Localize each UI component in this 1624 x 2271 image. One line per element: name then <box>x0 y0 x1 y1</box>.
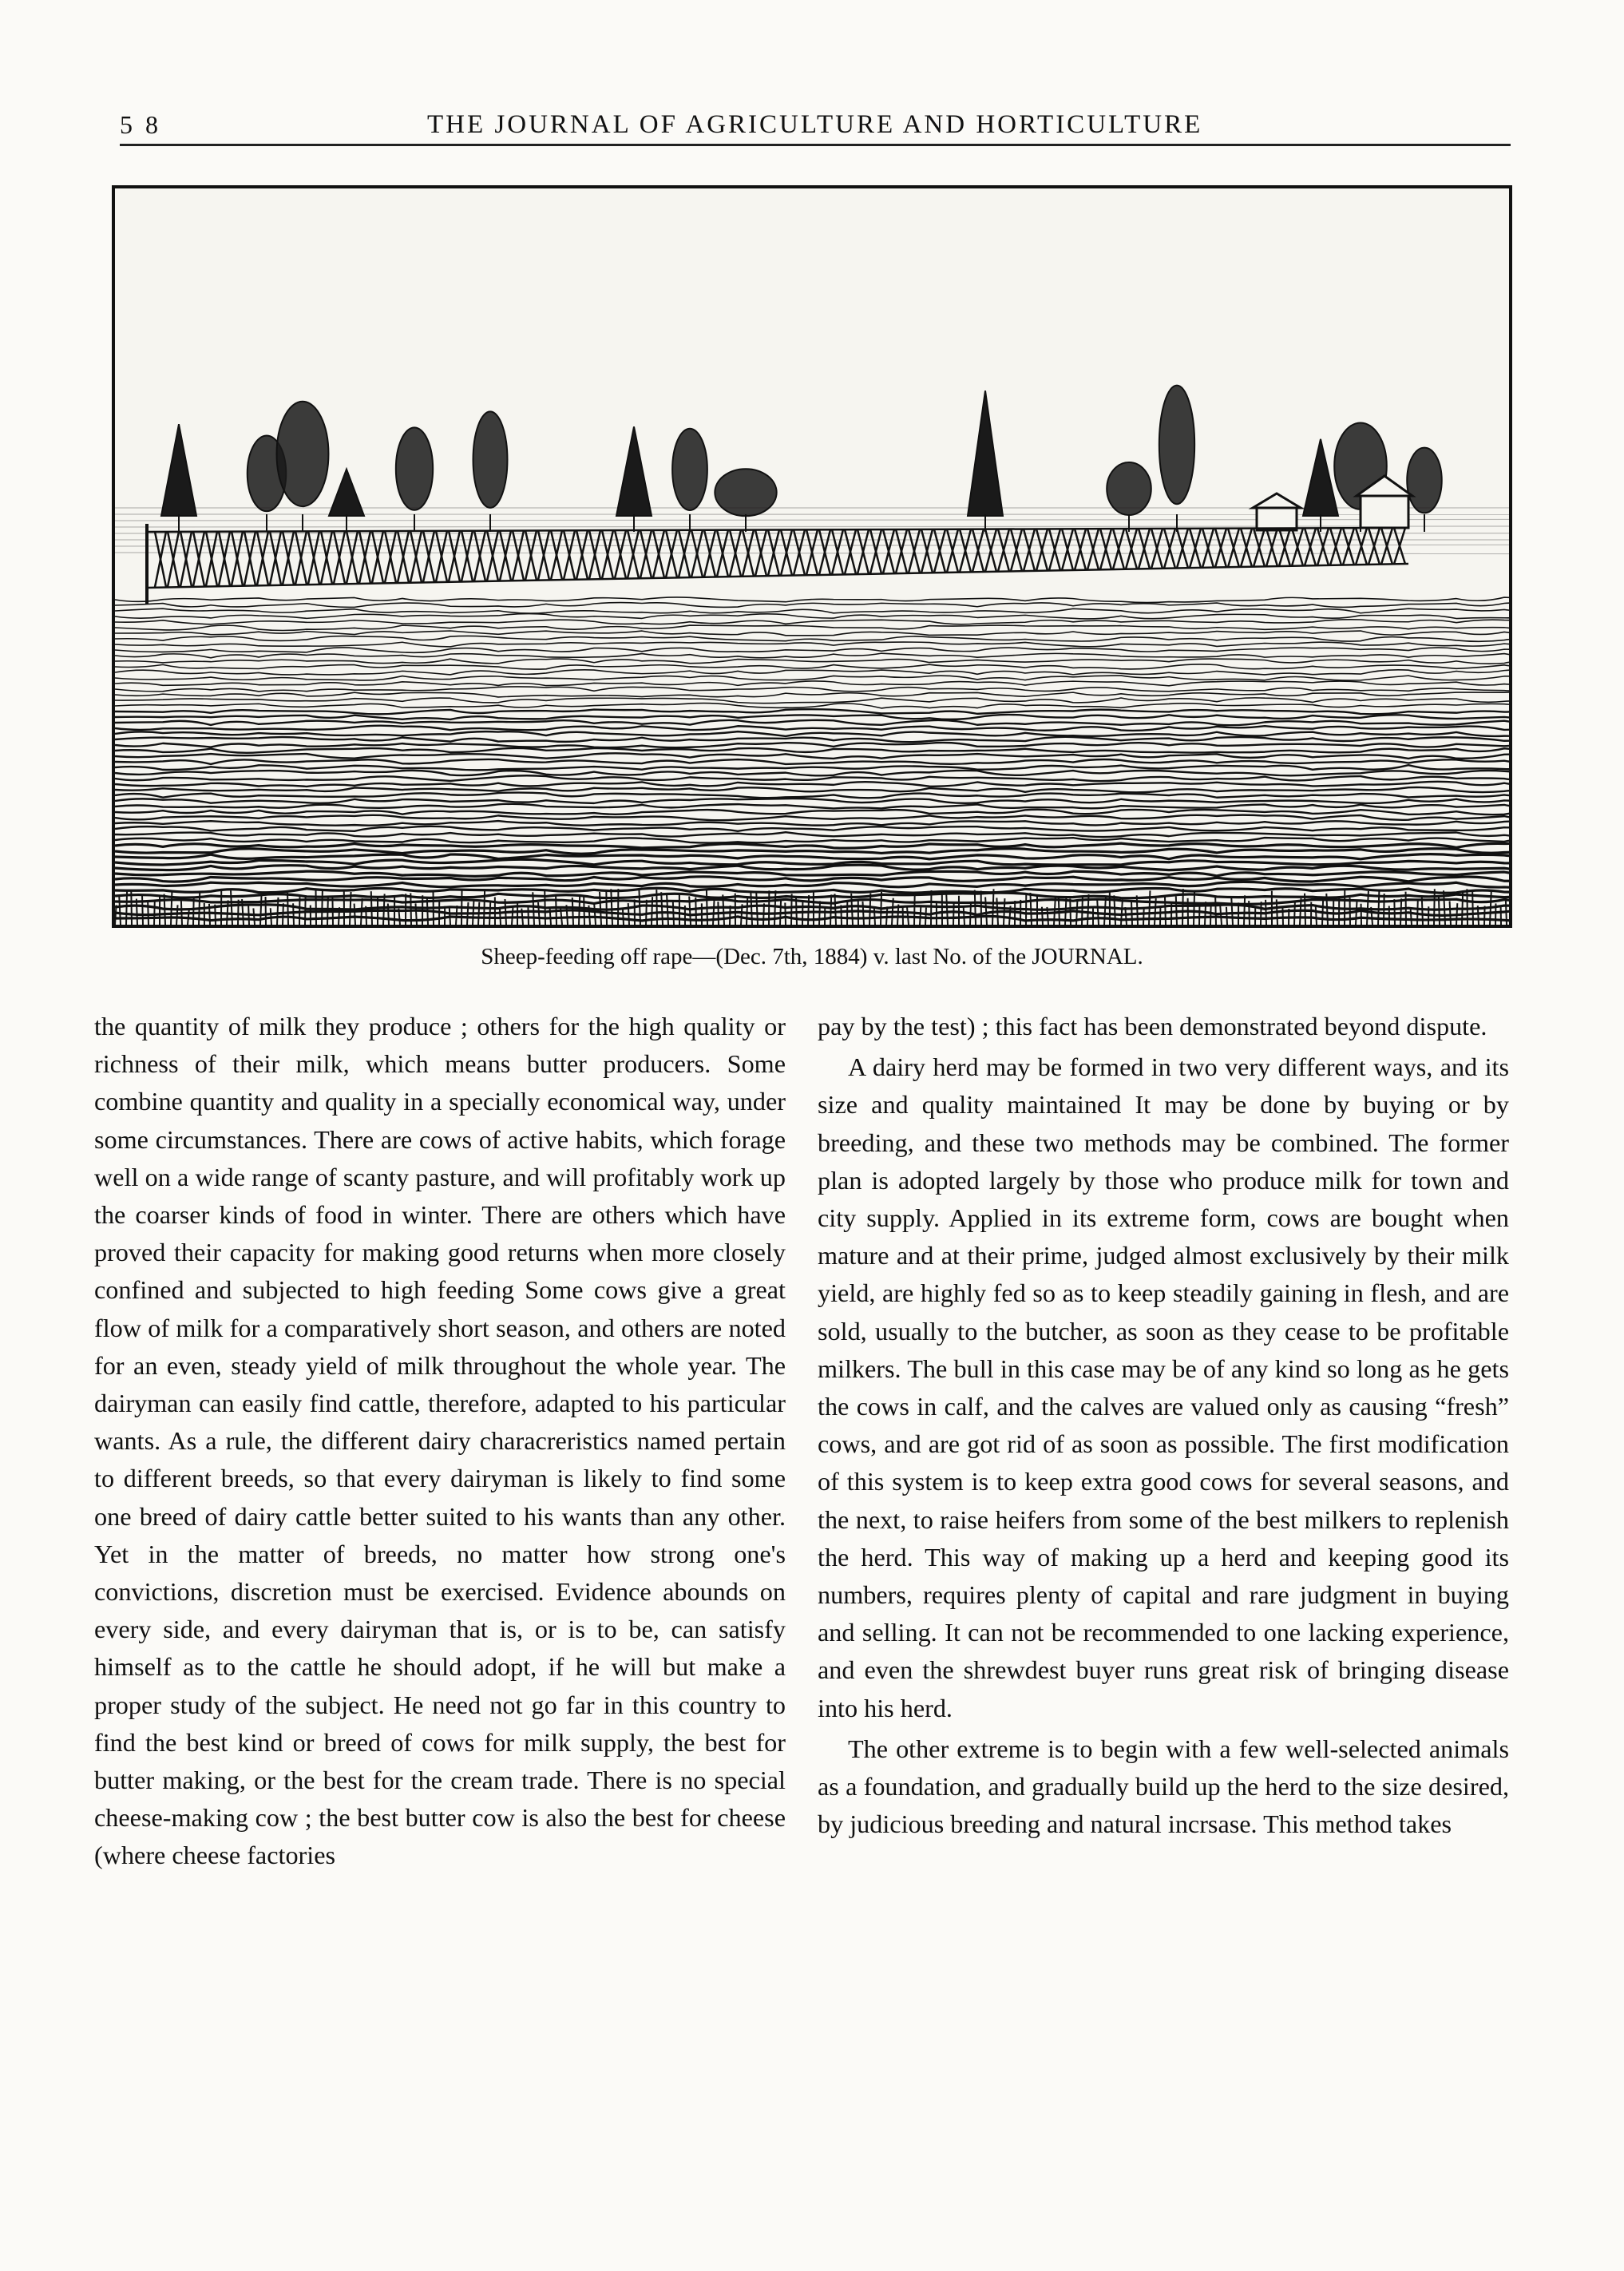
left-column <box>94 1008 786 1875</box>
engraving-illustration <box>112 185 1512 928</box>
figure-caption: Sheep-feeding off rape—(Dec. 7th, 1884) v. last No. of the JOURNAL. <box>481 944 1143 969</box>
right-column <box>818 1008 1509 1843</box>
journal-title: THE JOURNAL OF AGRICULTURE AND HORTICULTURE <box>427 110 1203 139</box>
header-rule <box>120 144 1511 146</box>
paragraph: the quantity of milk they produce ; others for the high quality or richness of their milk, which means butter producers. Some combine quantity and quality in a specially economical way, under some circumstances. There are cows of active habits, which forage well on a wide range of scanty pasture, and will profitably work up the coarser kinds of food in winter. There are others which have proved their capacity for making good returns when more closely confined and subjected to high feeding Some cows give a great flow of milk for a comparatively short season, and others are noted for an even, steady yield of milk throughout the whole year. The dairyman can easily find cattle, therefore, adapted to his particular wants. As a rule, the different dairy characreristics named pertain to different breeds, so that every dairyman is likely to find some one breed of dairy cattle better suited to his wants than any other. Yet in the matter of breeds, no matter how strong one's convictions, discretion must be exercised. Evidence abounds on every side, and every dairyman that is, or is to be, can satisfy himself as to the cattle he should adopt, if he will but make a proper study of the subject. He need not go far in this country to find the best kind or breed of cows for milk supply, the best for butter making, or the best for the cream trade. There is no special cheese-making cow ; the best butter cow is also the best for cheese (where cheese factories <box>94 1012 786 1870</box>
paragraph: pay by the test) ; this fact has been demonstrated beyond dispute. <box>818 1012 1487 1040</box>
paragraph: A dairy herd may be formed in two very different ways, and its size and quality maintained It may be done by buying or by breeding, and these two methods may be combined. The former plan is adopted largely by those who produce milk for town and city supply. Applied in its extreme form, cows are bought when mature and at their prime, judged almost exclusively by their milk yield, are highly fed so as to keep steadily gaining in flesh, and are sold, usually to the butcher, as soon as they cease to be profitable milkers. The bull in this case may be of any kind so long as he gets the cows in calf, and the calves are valued only as causing “fresh” cows, and are got rid of as soon as possible. The first modification of this system is to keep extra good cows for several seasons, and the next, to raise heifers from some of the best milkers to replenish the herd. This way of making up a herd and keeping good its numbers, requires plenty of capital and rare judgment in buying and selling. It can not be recommended to one lacking experience, and even the shrewdest buyer runs great risk of bringing disease into his herd. <box>818 1052 1509 1722</box>
page-number: 5 8 <box>120 110 161 139</box>
running-header <box>120 110 1509 142</box>
sheep-field-engraving <box>115 188 1509 925</box>
paragraph: The other extreme is to begin with a few well-selected animals as a foundation, and gradually build up the herd to the size desired, by judicious breeding and natural incrsase. This method takes <box>818 1734 1509 1839</box>
